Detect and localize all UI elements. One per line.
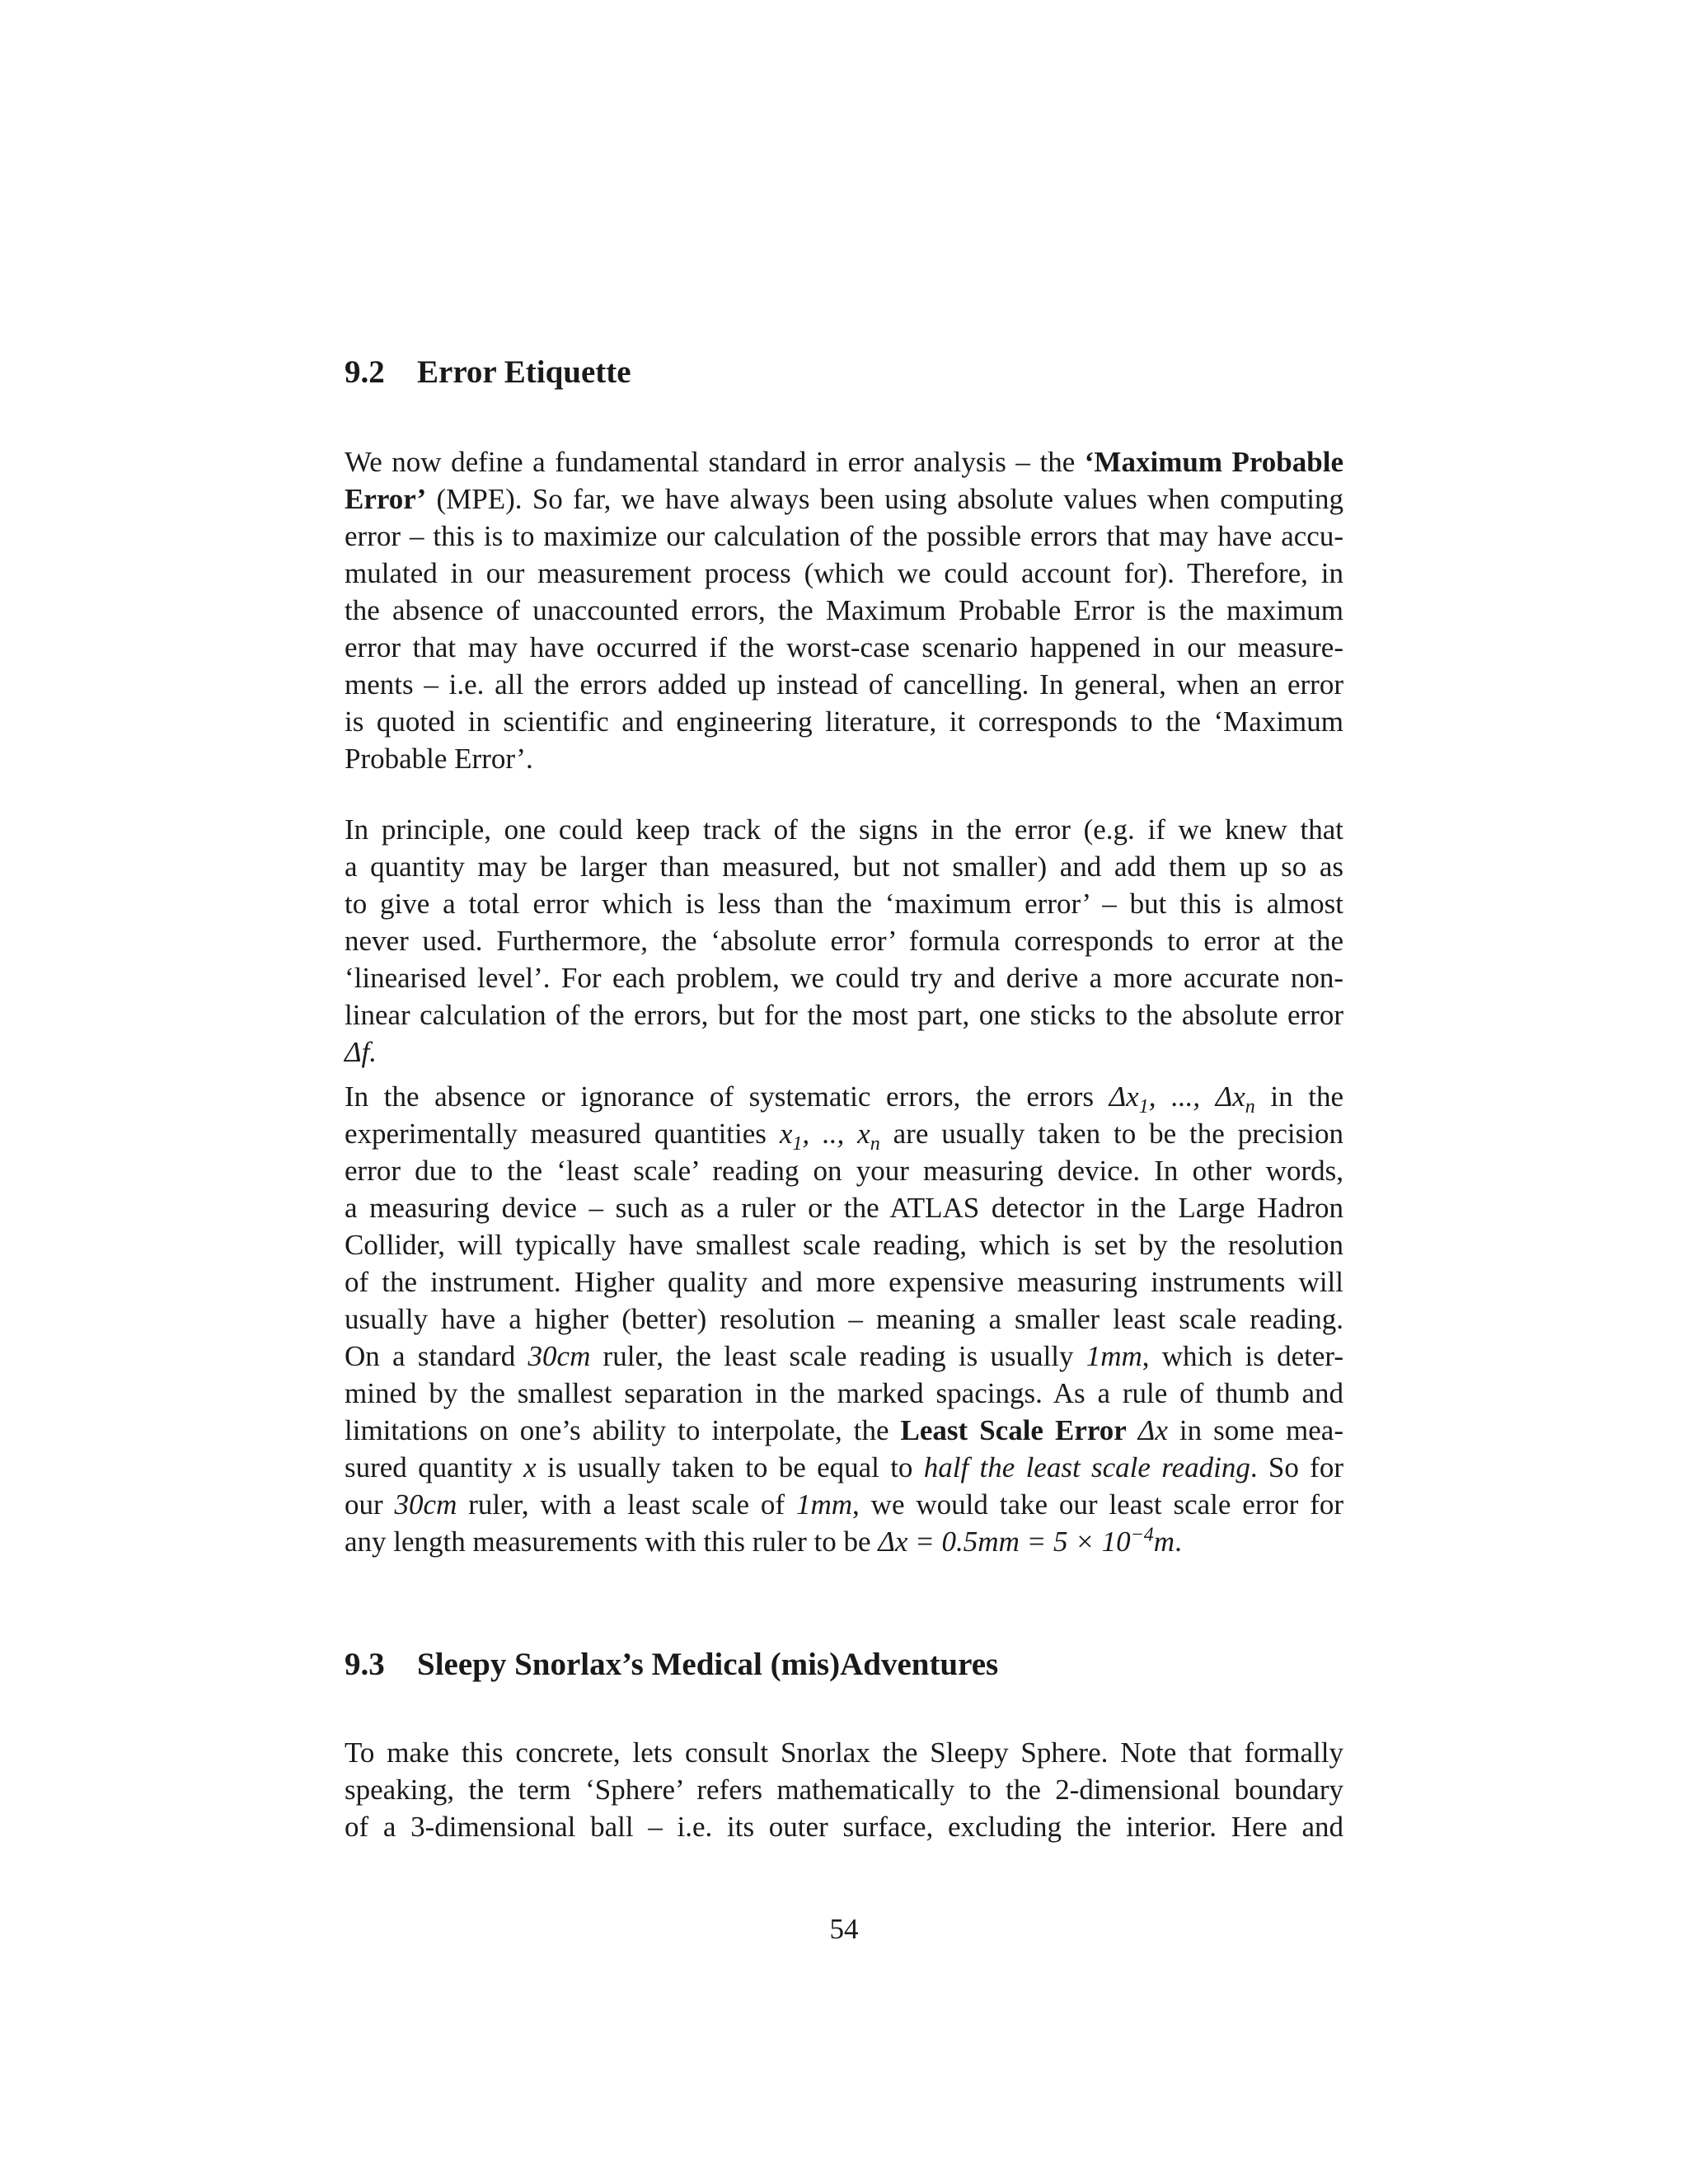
text-run: ruler, the least scale reading is usually (590, 1340, 1086, 1372)
text-line (345, 1115, 1344, 1155)
text-line: a quantity may be larger than measured, but not smaller) and add them up so as (345, 851, 1343, 883)
math-symbol: x (779, 1118, 793, 1150)
text-run: any length measurements with this ruler to be (345, 1526, 879, 1558)
math-subscript: n (1245, 1096, 1255, 1118)
paragraph-snorlax-intro (345, 1734, 1343, 1845)
text-line (345, 1338, 1343, 1375)
text-line: is quoted in scientific and engineering literature, it corresponds to the ‘Maximum (345, 705, 1343, 738)
bold-term: Error’ (345, 483, 427, 515)
math-symbol: m (1153, 1526, 1175, 1558)
math-symbol: , .., x (802, 1118, 870, 1150)
text-run: limitations on one’s ability to interpolate, the (345, 1414, 901, 1446)
text-line: ‘linearised level’. For each problem, we could try and derive a more accurate non- (345, 962, 1343, 994)
math-expression: x (523, 1451, 537, 1483)
text-run: ruler, with a least scale of (457, 1488, 796, 1521)
text-line (345, 1523, 1343, 1560)
section-number: 9.2 (345, 354, 385, 390)
text-run: sured quantity (345, 1451, 524, 1483)
text-line (345, 443, 1343, 480)
text-run: In the absence or ignorance of systematic errors, the errors (345, 1080, 1109, 1113)
paragraph-least-scale-error (345, 1078, 1343, 1560)
text-run: . (1175, 1526, 1182, 1558)
math-superscript: −4 (1130, 1524, 1154, 1546)
math-symbol: , ..., Δx (1148, 1080, 1245, 1113)
italic-phrase: half the least scale reading (923, 1451, 1250, 1483)
text-run: experimentally measured quantities (345, 1118, 780, 1150)
math-symbol: Δx = 0.5mm = 5 × 10 (878, 1526, 1131, 1558)
text-line: to give a total error which is less than the ‘maximum error’ – but this is almost (345, 888, 1343, 920)
text-run: On a standard (345, 1340, 528, 1372)
math-symbol: Δx (1109, 1080, 1139, 1113)
text-line (345, 480, 1343, 518)
text-run: We now define a fundamental standard in error analysis – the (345, 446, 1085, 478)
text-line: mined by the smallest separation in the marked spacings. As a rule of thumb and (345, 1377, 1343, 1409)
text-line: ments – i.e. all the errors added up instead of cancelling. In general, when an error (345, 668, 1343, 701)
text-run: . So for (1250, 1451, 1343, 1483)
paragraph-signs-in-error (345, 811, 1343, 1071)
text-line: To make this concrete, lets consult Snorlax the Sleepy Sphere. Note that formally (345, 1736, 1343, 1769)
math-expression (779, 1118, 880, 1155)
math-expression: Δx (1126, 1414, 1168, 1446)
math-expression: 30cm (528, 1340, 591, 1372)
text-line: Collider, will typically have smallest scale reading, which is set by the resolution (345, 1229, 1343, 1261)
math-expression (1109, 1080, 1255, 1118)
text-run: is usually taken to be equal to (536, 1451, 924, 1483)
text-line: Probable Error’. (345, 743, 533, 775)
text-line: linear calculation of the errors, but for the most part, one sticks to the absolute error (345, 999, 1343, 1031)
math-expression (878, 1526, 1175, 1558)
bold-term: Least Scale Error (900, 1414, 1127, 1446)
section-heading-9-3 (345, 1645, 1343, 1685)
text-line: error due to the ‘least scale’ reading on your measuring device. In other words, (345, 1155, 1343, 1187)
text-line: In principle, one could keep track of the signs in the error (e.g. if we knew that (345, 813, 1343, 846)
text-line: error that may have occurred if the worst-case scenario happened in our measure- (345, 631, 1343, 663)
text-run: are usually taken to be the precision (879, 1118, 1344, 1150)
text-run: in the (1254, 1080, 1343, 1113)
section-number: 9.3 (345, 1647, 385, 1682)
text-run: our (345, 1488, 395, 1521)
text-line (345, 1486, 1343, 1523)
text-line: error – this is to maximize our calculation of the possible errors that may have accu- (345, 520, 1343, 552)
math-subscript: 1 (792, 1133, 803, 1155)
math-subscript: n (870, 1133, 880, 1155)
text-run: , we would take our least scale error for (852, 1488, 1344, 1521)
text-line: never used. Furthermore, the ‘absolute error’ formula corresponds to error at the (345, 925, 1343, 957)
text-line: the absence of unaccounted errors, the Maximum Probable Error is the maximum (345, 594, 1343, 626)
paragraph-mpe-definition (345, 443, 1343, 777)
text-line: of the instrument. Higher quality and more expensive measuring instruments will (345, 1266, 1343, 1298)
text-line: speaking, the term ‘Sphere’ refers mathematically to the 2-dimensional boundary (345, 1774, 1343, 1806)
page-number: 54 (829, 1913, 859, 1945)
text-run: , which is deter- (1142, 1340, 1343, 1372)
text-line (345, 1412, 1343, 1449)
text-line: usually have a higher (better) resolution – meaning a smaller least scale reading. (345, 1303, 1343, 1335)
bold-term: ‘Maximum Probable (1084, 446, 1343, 478)
text-line (345, 1078, 1343, 1118)
text-line: a measuring device – such as a ruler or the ATLAS detector in the Large Hadron (345, 1192, 1343, 1224)
math-expression: 30cm (394, 1488, 457, 1521)
section-heading-9-2 (345, 353, 1343, 392)
text-line (345, 1449, 1343, 1486)
text-run: (MPE). So far, we have always been using absolute values when computing (426, 483, 1343, 515)
section-title: Error Etiquette (417, 354, 631, 390)
text-line: mulated in our measurement process (which we could account for). Therefore, in (345, 557, 1343, 589)
math-expression: 1mm (795, 1488, 853, 1521)
text-run: in some mea- (1167, 1414, 1343, 1446)
math-expression: Δf. (345, 1036, 377, 1068)
math-subscript: 1 (1138, 1096, 1149, 1118)
section-title: Sleepy Snorlax’s Medical (mis)Adventures (417, 1647, 999, 1682)
math-expression: 1mm (1085, 1340, 1142, 1372)
text-line: of a 3-dimensional ball – i.e. its outer surface, excluding the interior. Here and (345, 1811, 1343, 1843)
